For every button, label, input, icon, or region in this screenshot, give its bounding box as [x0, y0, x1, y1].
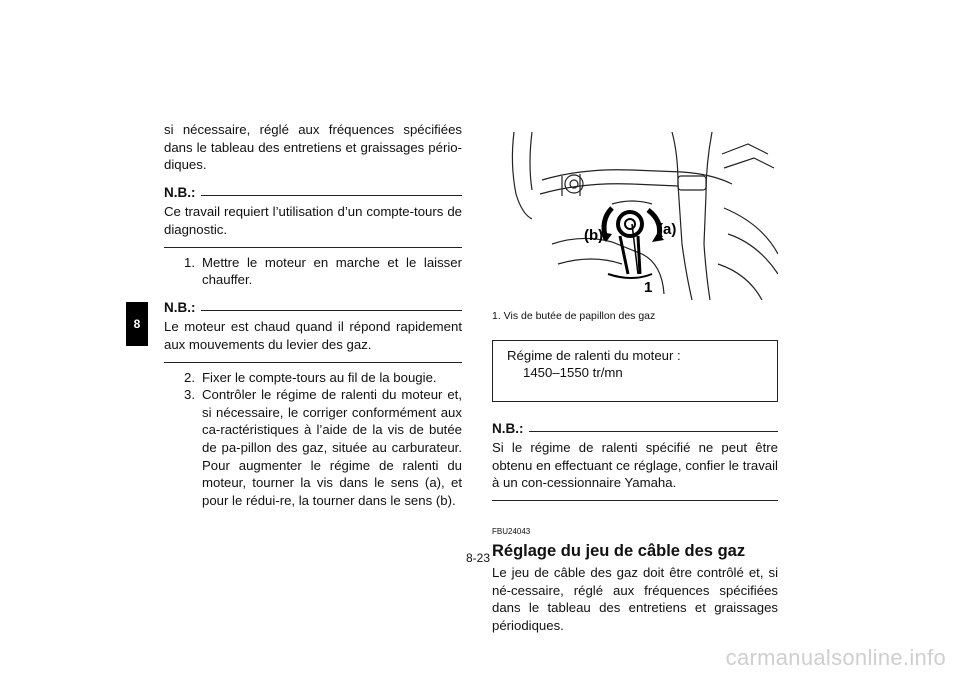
note-label: N.B.:: [492, 420, 524, 436]
step-text: Contrôler le régime de ralenti du moteur et, si nécessaire, le corriger conformément aux ca-ractéristiques à l’aide de la vis de butée de pa-pillon des gaz, située au carburateur. Pour augmenter le régime de ralenti du moteur, tourner la vis dans le sens (a), et pour le rédui-re, la tourner dans le sens (b).: [202, 387, 462, 508]
note-header-1: [164, 184, 462, 202]
spec-title: Régime de ralenti du moteur :: [507, 347, 681, 363]
section-title: Réglage du jeu de câble des gaz: [492, 541, 746, 560]
note-label: N.B.:: [164, 299, 196, 315]
chapter-tab-number: 8: [133, 317, 141, 331]
note-header-3: [492, 420, 778, 438]
list-item: [164, 254, 462, 289]
step-number: 3.: [184, 387, 195, 403]
intro-paragraph: si nécessaire, réglé aux fréquences spécifiées dans le tableau des entretiens et graissages pério-diques.: [164, 122, 462, 173]
note-label: N.B.:: [164, 184, 196, 200]
list-item: [164, 386, 462, 509]
section-paragraph: Le jeu de câble des gaz doit être contrôlé et, si né-cessaire, réglé aux fréquences spécifiées dans le tableau des entretiens et graissages périodiques.: [492, 565, 778, 633]
watermark: carmanualsonline.info: [725, 645, 946, 670]
direction-b-label: (b): [584, 227, 604, 244]
spec-box: [492, 340, 778, 402]
carburetor-illustration: [492, 124, 778, 300]
note-rule: [201, 310, 463, 311]
step-number: 1.: [184, 254, 195, 270]
note-text-3: Si le régime de ralenti spécifié ne peut être obtenu en effectuant ce réglage, confier le travail à un con-cessionnaire Yamaha.: [492, 439, 778, 501]
page-number: 8-23: [466, 551, 491, 565]
left-column: [164, 121, 462, 509]
steps-list-2: [164, 369, 462, 510]
note-rule: [201, 195, 463, 196]
note-text-2: Le moteur est chaud quand il répond rapidement aux mouvements du levier des gaz.: [164, 318, 462, 362]
list-item: [164, 369, 462, 387]
right-column: [492, 124, 778, 635]
step-number: 2.: [184, 369, 195, 385]
note-text-1: Ce travail requiert l’utilisation d’un compte-tours de diagnostic.: [164, 203, 462, 247]
section-code: FBU24043: [492, 526, 531, 536]
part-number-label: 1: [644, 279, 653, 296]
direction-a-label: (a): [658, 221, 677, 238]
steps-list-1: [164, 254, 462, 289]
throttle-stop-screw-drawing: [492, 124, 778, 300]
chapter-tab: [126, 302, 148, 346]
figure-caption: 1. Vis de butée de papillon des gaz: [492, 310, 656, 322]
spec-value: 1450–1550 tr/mn: [523, 365, 623, 381]
step-text: Mettre le moteur en marche et le laisser chauffer.: [202, 254, 462, 288]
step-text: Fixer le compte-tours au fil de la bougie.: [202, 369, 437, 385]
note-header-2: [164, 299, 462, 317]
note-rule: [529, 431, 779, 432]
